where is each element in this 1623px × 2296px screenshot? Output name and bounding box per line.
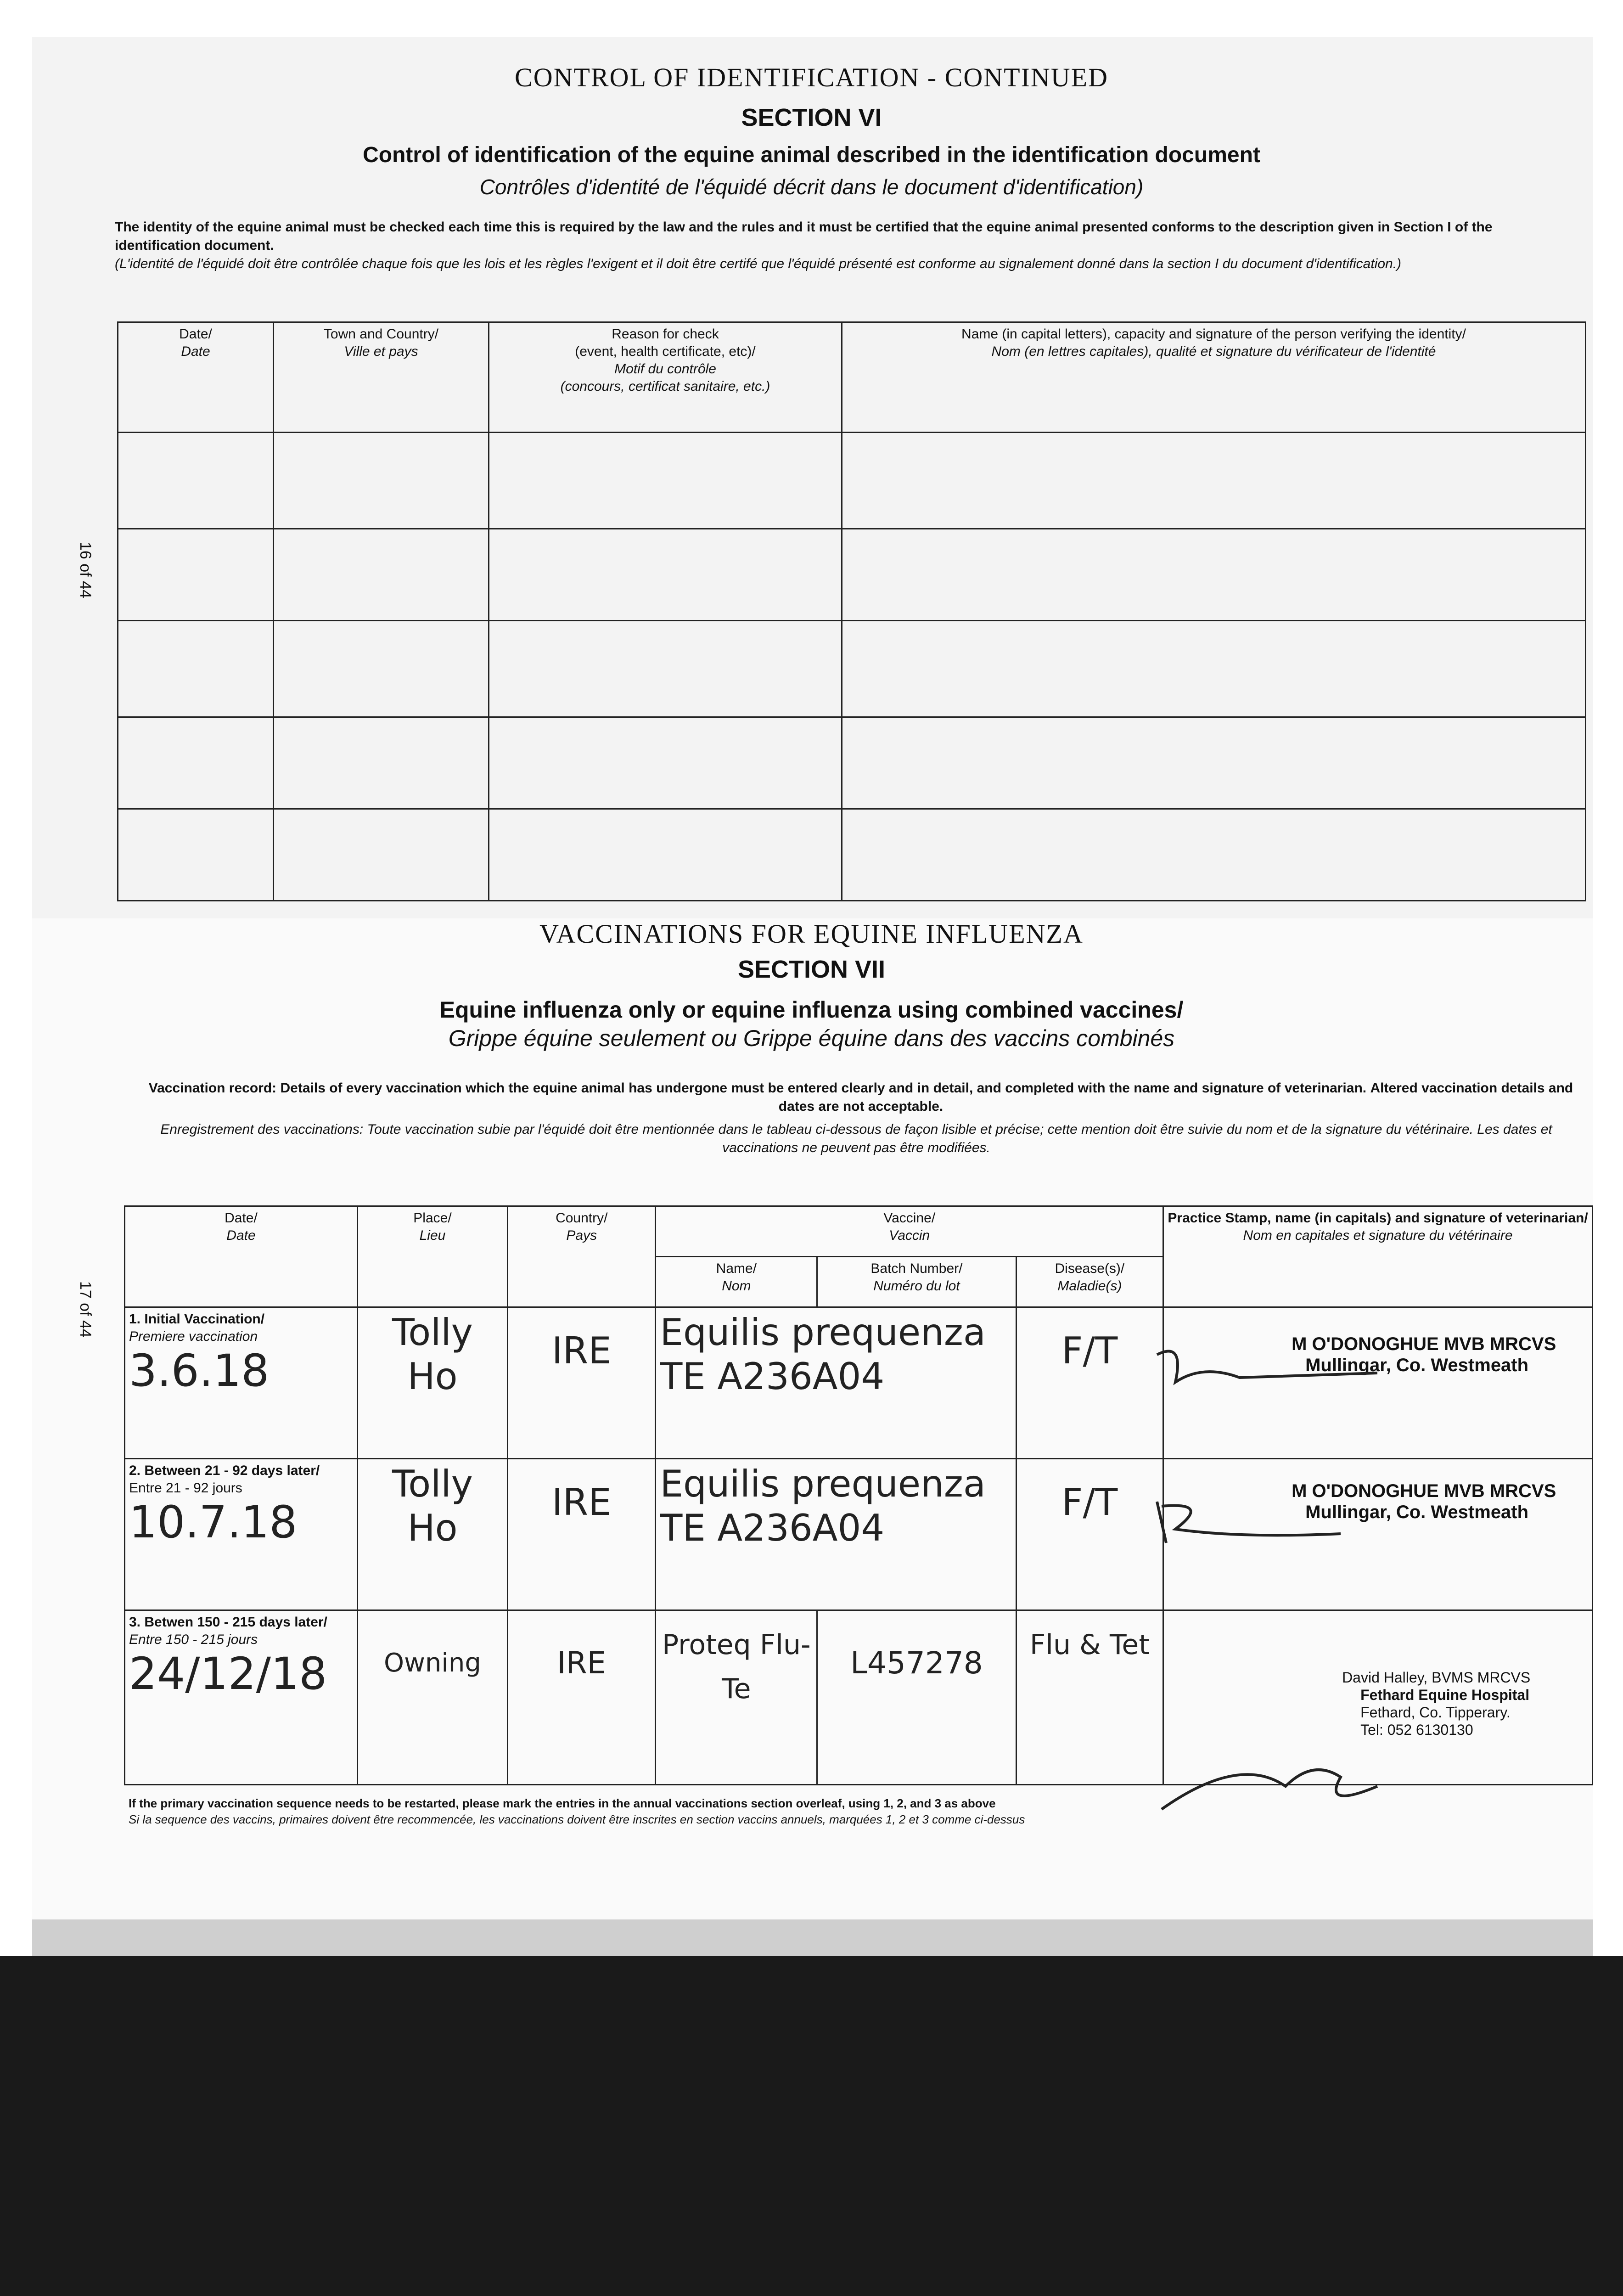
header-date-label: Date/ (179, 326, 212, 342)
empty-cell (842, 621, 1586, 717)
vh-place (357, 1206, 507, 1307)
record-text-fr: Toute vaccination subie par l'équidé doit être mentionnée dans le tableau ci-dessous de façon lisible et précise; cette mention doit être suivie du nom et de la signature du vétérinaire. Les dates et vaccinations ne peuvent pas être modifiées. (367, 1122, 1552, 1155)
row-place: Owning (384, 1648, 481, 1678)
row-label: 2. Between 21 - 92 days later/ (129, 1463, 320, 1478)
record-label: Vaccination record: (148, 1080, 277, 1096)
empty-cell (842, 717, 1586, 809)
vh-name (656, 1257, 817, 1307)
row-vaccine-name: Proteq Flu-Te (662, 1629, 811, 1705)
empty-cell (489, 717, 842, 809)
footnote-fr: Si la sequence des vaccins, primaires doivent être recommencée, les vaccinations doivent être inscrites en section vaccins annuels, marquées 1, 2 et 3 comme ci-dessus (129, 1812, 1025, 1826)
section6-heading: SECTION VI (741, 104, 882, 131)
section7-banner: VACCINATIONS FOR EQUINE INFLUENZA (539, 919, 1084, 949)
empty-cell (274, 809, 489, 901)
vaccination-record-text-fr (129, 1120, 1584, 1157)
header-date-label-fr: Date (181, 344, 210, 359)
empty-cell (274, 529, 489, 621)
vh-disease-label-fr: Maladie(s) (1057, 1278, 1122, 1294)
vh-date (125, 1206, 358, 1307)
header-reason-label2: (event, health certificate, etc)/ (575, 344, 756, 359)
row-date: 10.7.18 (129, 1497, 298, 1548)
page-binding (32, 1919, 1593, 1956)
section6-banner: CONTROL OF IDENTIFICATION - CONTINUED (515, 62, 1108, 92)
row-place-cell (357, 1459, 507, 1610)
record-text-2: Altered vaccination details and dates are not acceptable. (778, 1080, 1573, 1114)
row-label-fr: Premiere vaccination (129, 1329, 258, 1344)
header-verifier-label-fr: Nom (en lettres capitales), qualité et signature du vérificateur de l'identité (991, 344, 1436, 359)
header-town-label: Town and Country/ (323, 326, 439, 342)
row-date: 3.6.18 (129, 1345, 270, 1396)
empty-cell (842, 529, 1586, 621)
vh-stamp (1163, 1206, 1593, 1307)
row-country: IRE (551, 1481, 612, 1524)
header-date (118, 322, 274, 433)
row-date-cell (125, 1459, 358, 1610)
header-town-label-fr: Ville et pays (344, 344, 418, 359)
row-vaccine-name-cell (656, 1610, 817, 1785)
page-number-17: 17 of 44 (77, 1281, 94, 1338)
page-number-16: 16 of 44 (77, 542, 94, 598)
vh-date-label-fr: Date (226, 1228, 256, 1243)
stamp-phone: Tel: 052 6130130 (1360, 1722, 1473, 1738)
section7-heading: SECTION VII (737, 956, 886, 983)
row-disease: F/T (1061, 1481, 1118, 1524)
record-label-fr: Enregistrement des vaccinations: (160, 1122, 364, 1137)
row-label-fr: Entre 150 - 215 jours (129, 1632, 258, 1647)
vh-batch-label: Batch Number/ (870, 1261, 963, 1276)
footnote: If the primary vaccination sequence needs to be restarted, please mark the entries in the annual vaccinations section overleaf, using 1, 2, and 3 as above (129, 1796, 996, 1810)
stamp-name: M O'DONOGHUE MVB MRCVS (1292, 1334, 1556, 1354)
vh-vaccine-label-fr: Vaccin (889, 1228, 930, 1243)
stamp-address: Mullingar, Co. Westmeath (1305, 1502, 1529, 1522)
vh-vaccine-label: Vaccine/ (883, 1210, 936, 1226)
row-batch: L457278 (850, 1645, 983, 1681)
row-vaccine-cell (656, 1459, 1016, 1610)
header-reason-label: Reason for check (612, 326, 719, 342)
vh-name-label: Name/ (716, 1261, 757, 1276)
vh-country-label-fr: Pays (566, 1228, 597, 1243)
row-batch: TE A236A04 (660, 1355, 885, 1398)
row-place: Tolly Ho (392, 1311, 473, 1398)
header-reason-label-fr: Motif du contrôle (614, 361, 716, 377)
signature-1 (1157, 1351, 1377, 1383)
row-country: IRE (551, 1329, 612, 1372)
stamp-name: David Halley, BVMS MRCVS (1342, 1669, 1531, 1686)
header-reason-label-fr2: (concours, certificat sanitaire, etc.) (560, 379, 770, 394)
row-place: Tolly Ho (392, 1463, 473, 1549)
section7-title-fr: Grippe équine seulement ou Grippe équine dans des vaccins combinés (448, 1025, 1175, 1051)
vh-country-label: Country/ (556, 1210, 608, 1226)
stamp-name: M O'DONOGHUE MVB MRCVS (1292, 1481, 1556, 1501)
row-place-cell (357, 1610, 507, 1785)
vh-batch (817, 1257, 1016, 1307)
empty-cell (489, 529, 842, 621)
vh-date-label: Date/ (225, 1210, 258, 1226)
empty-cell (842, 809, 1586, 901)
signature-2 (1157, 1502, 1341, 1543)
row-country-cell (508, 1459, 656, 1610)
vh-disease-label: Disease(s)/ (1055, 1261, 1125, 1276)
empty-cell (842, 433, 1586, 529)
record-text: Details of every vaccination which the equine animal has undergone must be entered clearly and in detail, and completed with the name and signature of veterinarian. (280, 1080, 1367, 1096)
row-label-fr: Entre 21 - 92 jours (129, 1480, 242, 1496)
vh-batch-label-fr: Numéro du lot (873, 1278, 960, 1294)
signature-marks (1148, 1327, 1561, 1832)
row-label: 1. Initial Vaccination/ (129, 1311, 265, 1327)
empty-cell (118, 621, 274, 717)
vh-stamp-label-fr: Nom en capitales et signature du vétérinaire (1243, 1228, 1513, 1243)
empty-cell (489, 433, 842, 529)
row-date-cell (125, 1610, 358, 1785)
stamp-address: Mullingar, Co. Westmeath (1305, 1355, 1529, 1375)
header-reason (489, 322, 842, 433)
row-country: IRE (557, 1645, 607, 1681)
row-vaccine-cell (656, 1307, 1016, 1459)
empty-cell (274, 433, 489, 529)
stamp-hospital: Fethard Equine Hospital (1360, 1687, 1530, 1703)
empty-cell (489, 621, 842, 717)
vh-vaccine (656, 1206, 1163, 1257)
row-country-cell (508, 1307, 656, 1459)
section6-title-fr: Contrôles d'identité de l'équidé décrit dans le document d'identification) (479, 175, 1144, 199)
empty-cell (274, 717, 489, 809)
stamp-address: Fethard, Co. Tipperary. (1360, 1704, 1511, 1721)
empty-cell (489, 809, 842, 901)
header-town (274, 322, 489, 433)
section6-intro-fr: (L'identité de l'équidé doit être contrôlée chaque fois que les lois et les règles l'exigent et il doit être certifé que l'équidé présenté est conforme au signalement donné dans la section I du document d'identification.) (115, 256, 1402, 271)
section6-intro: The identity of the equine animal must be checked each time this is required by the law and the rules and it must be certified that the equine animal presented conforms to the description given in Section I of the identification document. (115, 219, 1493, 253)
row-label: 3. Betwen 150 - 215 days later/ (129, 1615, 327, 1630)
empty-cell (118, 809, 274, 901)
empty-cell (118, 433, 274, 529)
row-date: 24/12/18 (129, 1648, 327, 1699)
row-vaccine-name: Equilis prequenza (660, 1311, 986, 1354)
vh-place-label: Place/ (413, 1210, 452, 1226)
section7-title: Equine influenza only or equine influenza using combined vaccines/ (439, 997, 1184, 1023)
vh-country (508, 1206, 656, 1307)
header-verifier-label: Name (in capital letters), capacity and signature of the person verifying the identity/ (961, 326, 1466, 342)
row-disease-cell (1016, 1610, 1163, 1785)
row-disease: F/T (1061, 1329, 1118, 1372)
header-verifier (842, 322, 1586, 433)
section6-title: Control of identification of the equine animal described in the identification document (363, 143, 1260, 167)
row-disease-cell (1016, 1459, 1163, 1610)
vh-place-label-fr: Lieu (419, 1228, 446, 1243)
row-batch-cell (817, 1610, 1016, 1785)
row-disease: Flu & Tet (1029, 1629, 1150, 1661)
vh-name-label-fr: Nom (722, 1278, 751, 1294)
row-date-cell (125, 1307, 358, 1459)
empty-cell (274, 621, 489, 717)
row-vaccine-name: Equilis prequenza (660, 1463, 986, 1505)
row-place-cell (357, 1307, 507, 1459)
vaccination-record-text (138, 1079, 1584, 1116)
vh-stamp-label: Practice Stamp, name (in capitals) and signature of veterinarian/ (1168, 1210, 1588, 1226)
empty-cell (118, 529, 274, 621)
identification-check-table (117, 321, 1586, 901)
row-disease-cell (1016, 1307, 1163, 1459)
row-batch: TE A236A04 (660, 1507, 885, 1549)
scanner-background (0, 1956, 1623, 2296)
vh-disease (1016, 1257, 1163, 1307)
empty-cell (118, 717, 274, 809)
row-country-cell (508, 1610, 656, 1785)
